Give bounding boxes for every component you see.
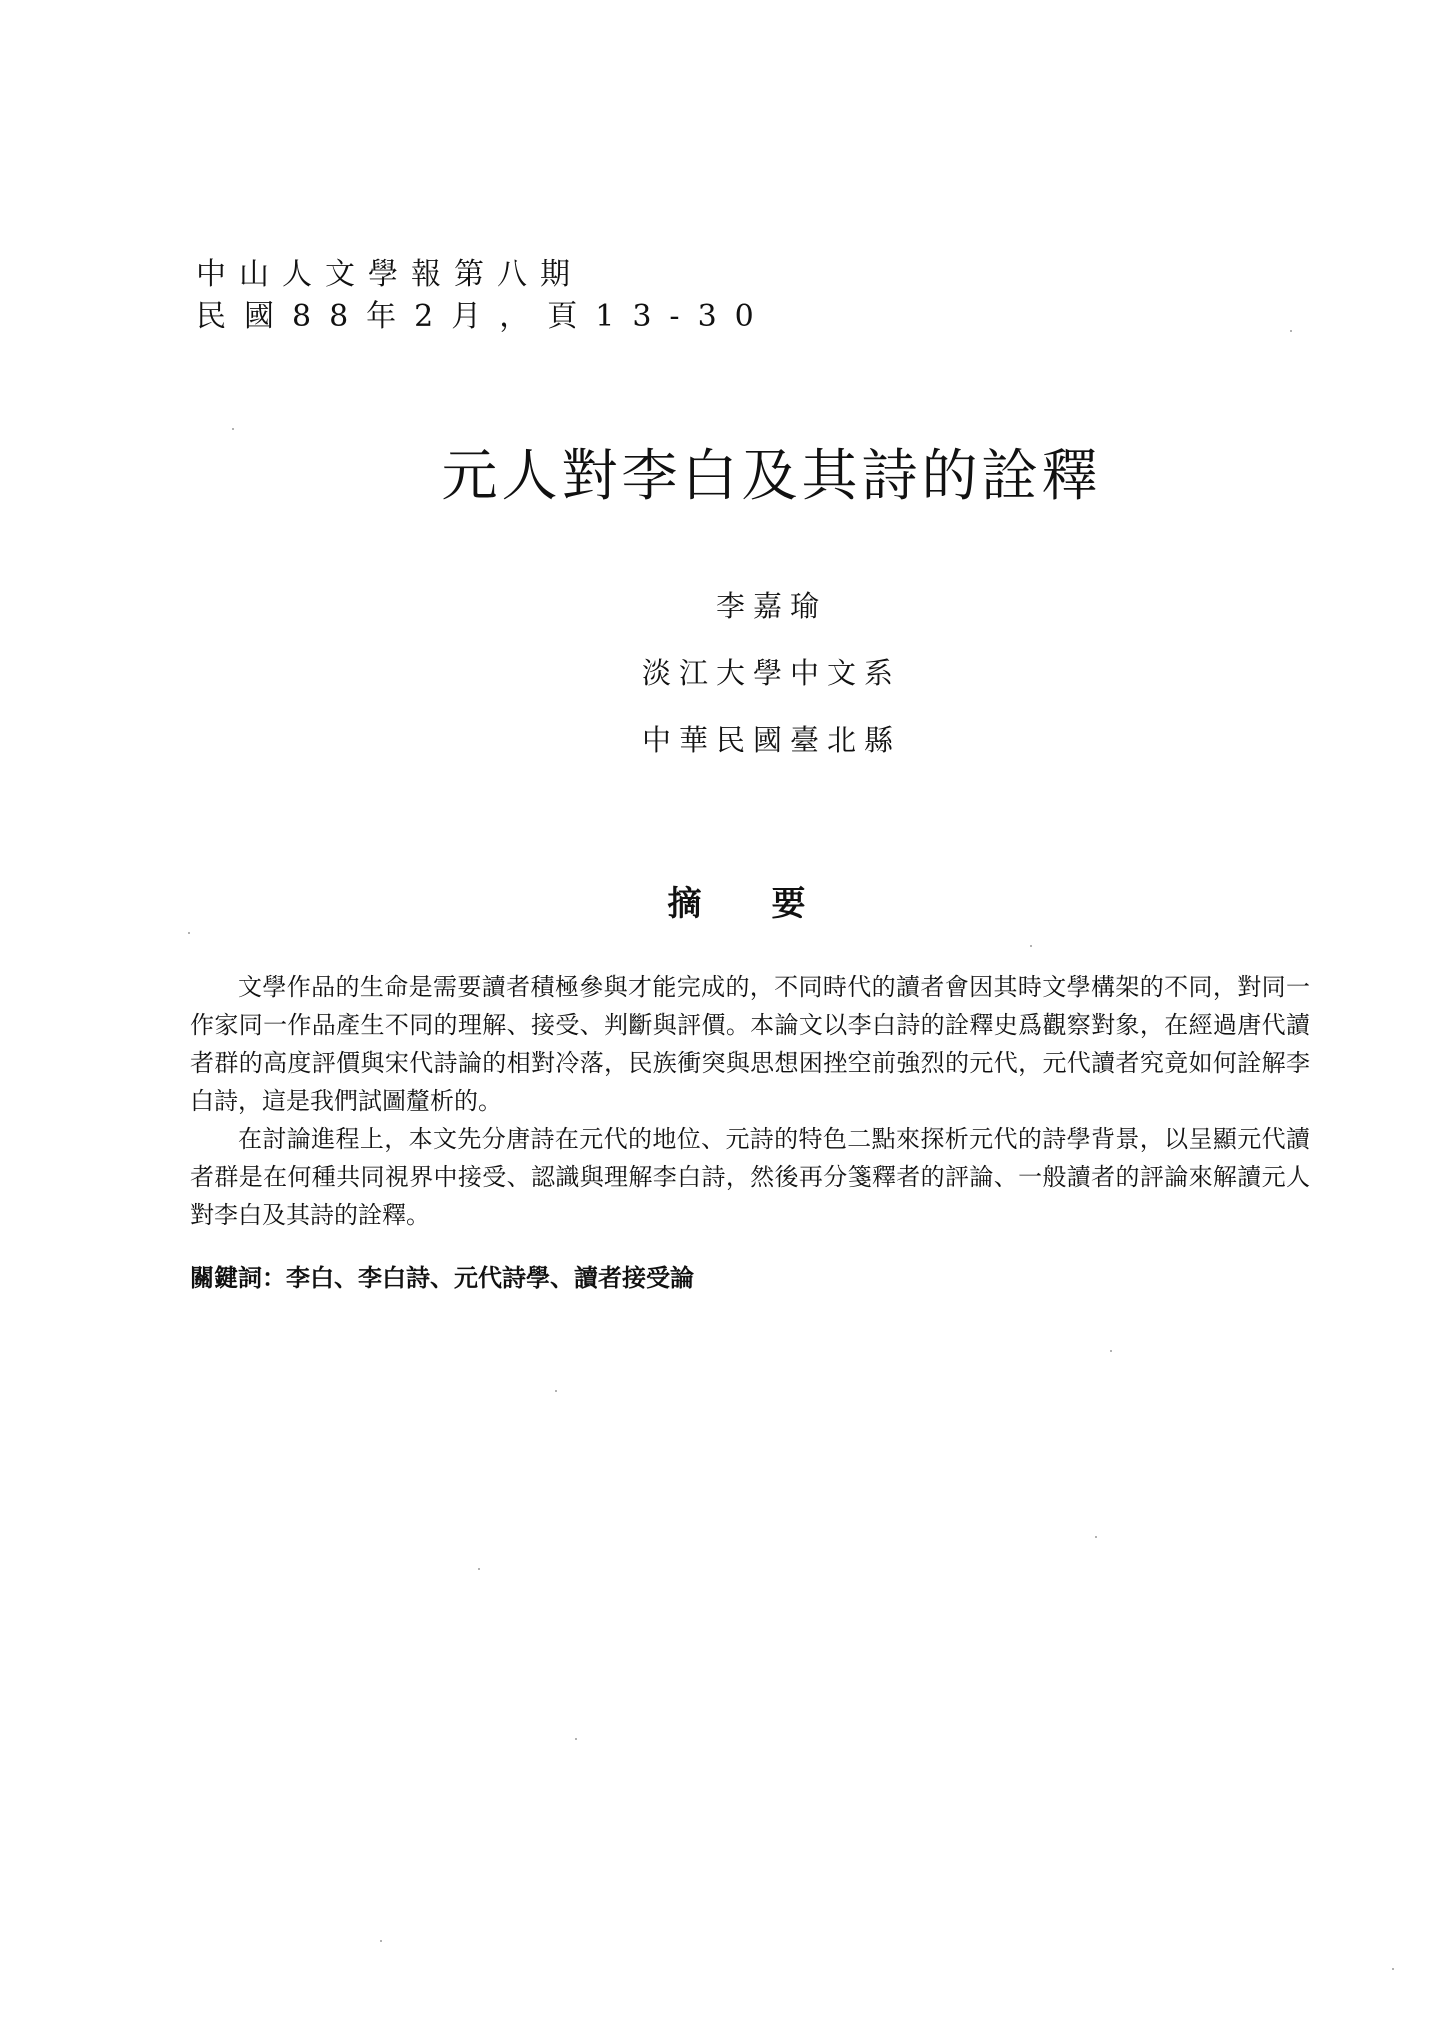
scan-speck <box>478 1568 480 1570</box>
paper-title: 元人對李白及其詩的詮釋 <box>441 444 1102 509</box>
scan-speck <box>1290 330 1292 332</box>
abstract-paragraph: 文學作品的生命是需要讀者積極參與才能完成的，不同時代的讀者會因其時文學構架的不同，對同一作家同一作品產生不同的理解、接受、判斷與評價。本論文以李白詩的詮釋史爲觀察對象，在經過唐代讀者群的高度評價與宋代詩論的相對冷落，民族衝突與思想困挫空前強烈的元代，元代讀者究竟如何詮解李白詩，這是我們試圖釐析的。 <box>190 973 1310 1115</box>
scan-speck <box>1110 1350 1112 1352</box>
author-affiliation: 淡江大學中文系 <box>641 656 901 690</box>
journal-issue: 民國88年2月，頁13-30 <box>196 299 772 334</box>
abstract-paragraph: 在討論進程上，本文先分唐詩在元代的地位、元詩的特色二點來探析元代的詩學背景，以呈顯元代讀者群是在何種共同視界中接受、認識與理解李白詩，然後再分箋釋者的評論、一般讀者的評論來解讀元人對李白及其詩的詮釋。 <box>190 1125 1310 1229</box>
scan-speck <box>1392 1968 1394 1970</box>
journal-name: 中山人文學報第八期 <box>196 257 583 292</box>
journal-info <box>196 254 772 338</box>
scan-speck <box>1095 1536 1097 1538</box>
author-location: 中華民國臺北縣 <box>641 723 901 757</box>
author-name: 李嘉瑜 <box>715 589 827 623</box>
scan-speck <box>1030 945 1032 947</box>
keywords: 關鍵詞：李白、李白詩、元代詩學、讀者接受論 <box>190 1264 694 1292</box>
scan-speck <box>380 1940 382 1942</box>
scan-speck <box>232 428 234 430</box>
scan-speck <box>555 1390 557 1392</box>
abstract-heading: 摘要 <box>667 884 876 924</box>
scan-speck <box>188 932 190 934</box>
scan-speck <box>575 1738 577 1740</box>
abstract-body <box>190 968 1310 1234</box>
